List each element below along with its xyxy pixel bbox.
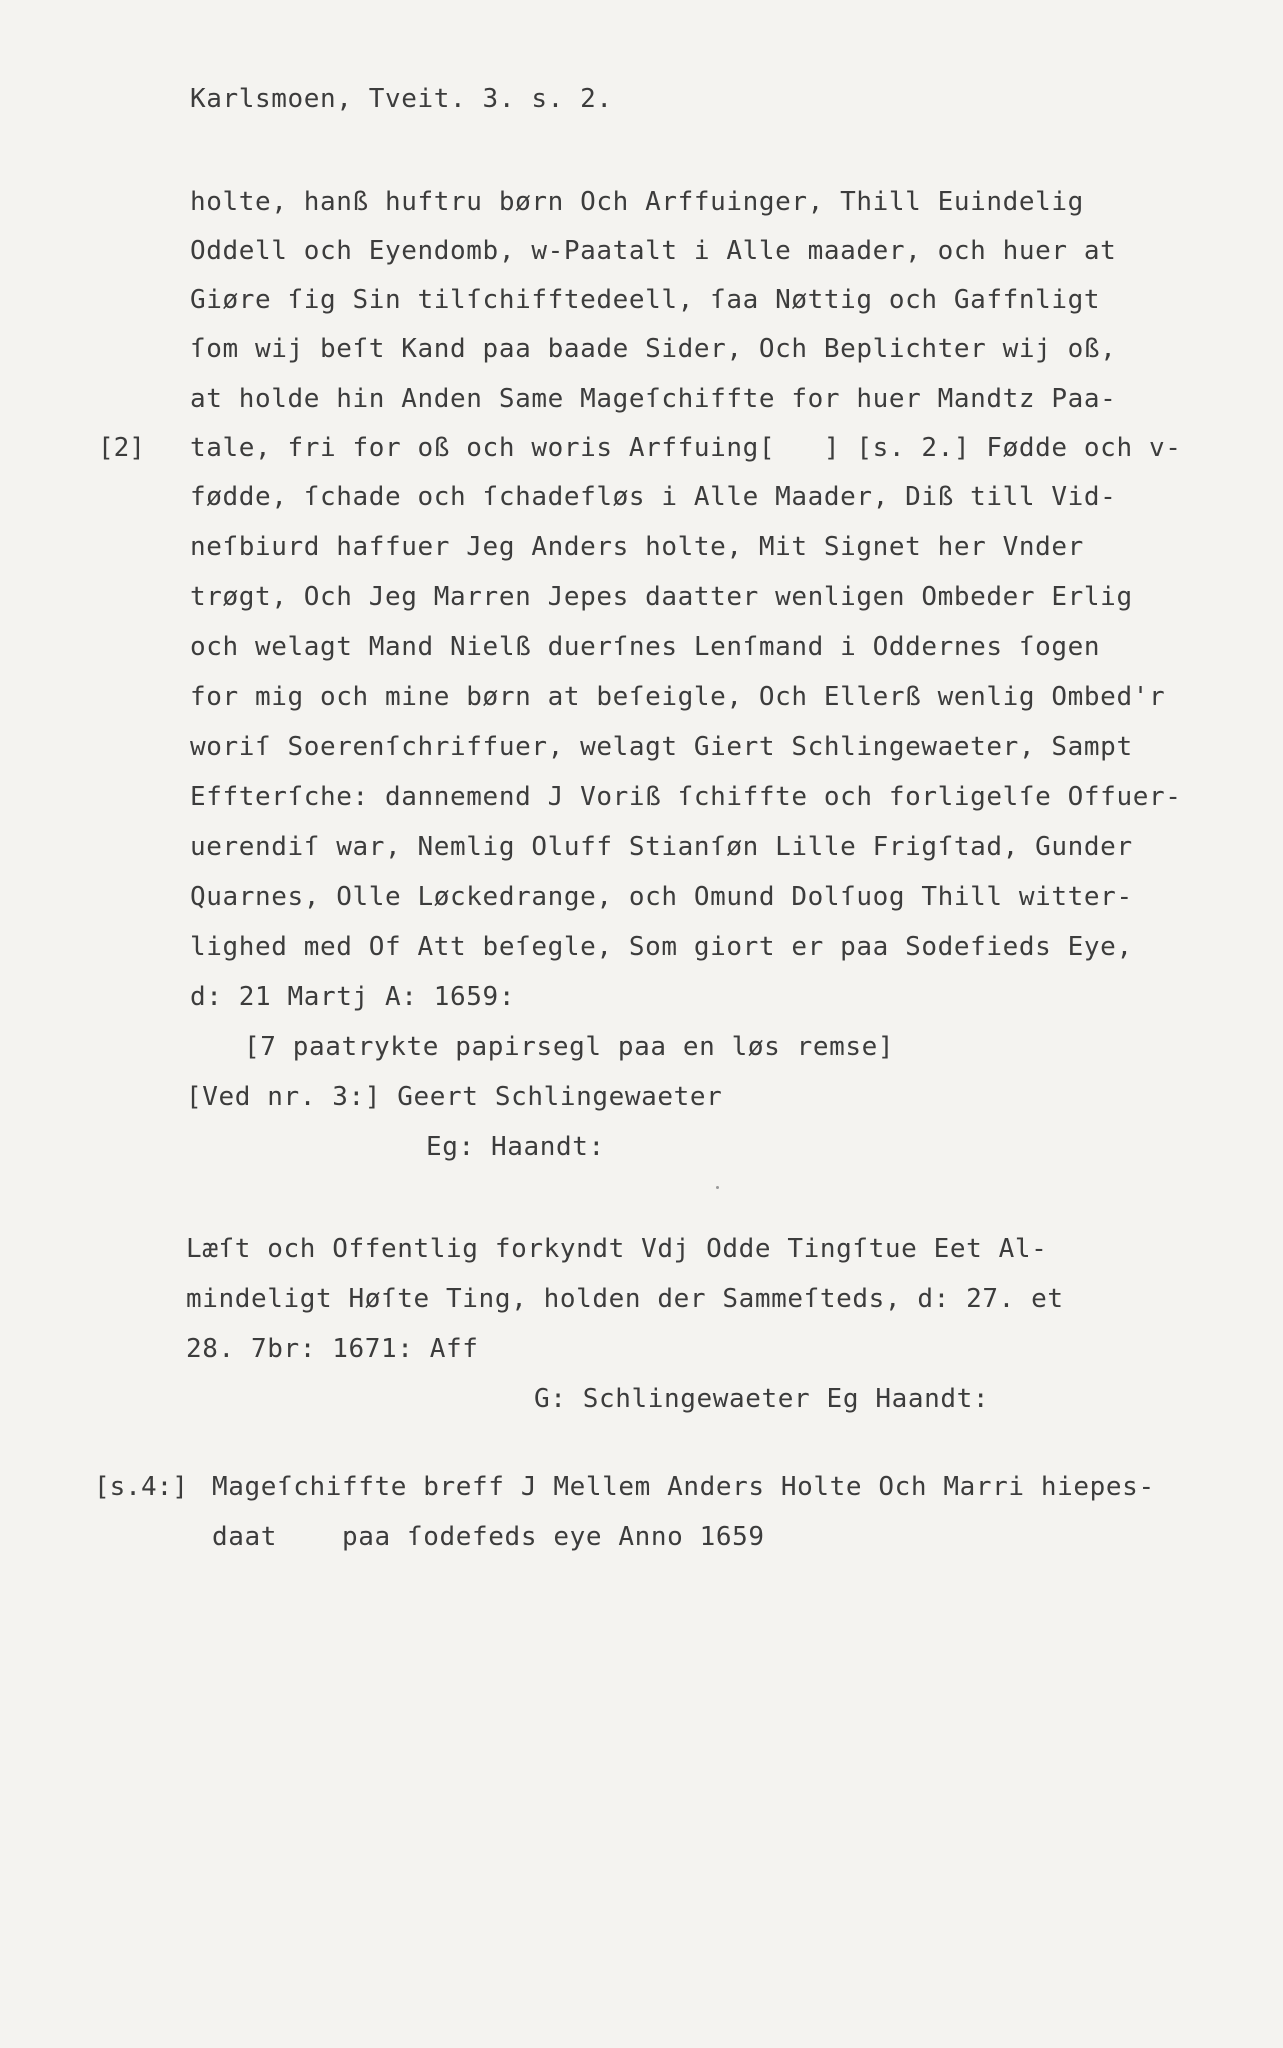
body-line: at holde hin Anden Same Mageſchiffte for huer Mandtz Paa- <box>190 384 1117 414</box>
page-header: Karlsmoen, Tveit. 3. s. 2. <box>190 84 613 114</box>
read-line: mindeligt Høſte Ting, holden der Sammeſteds, d: 27. et <box>186 1284 1064 1314</box>
ink-speck <box>716 1186 719 1189</box>
body-line: lighed med Of Att beſegle, Som giort er paa Sodefieds Eye, <box>190 932 1133 962</box>
body-line: tale, fri for oß och woris Arffuing[ ] [s. 2.] Fødde och v- <box>190 433 1182 463</box>
margin-note: [2] <box>98 433 145 463</box>
signature-line: G: Schlingewaeter Eg Haandt: <box>534 1384 990 1414</box>
body-line: d: 21 Martj A: 1659: <box>190 982 516 1012</box>
body-line: for mig och mine børn at beſeigle, Och Ellerß wenlig Ombed'r <box>190 682 1166 712</box>
body-line: Effterſche: dannemend J Voriß ſchiffte och forligelſe Offuer- <box>190 782 1182 812</box>
body-line: fødde, ſchade och ſchadefløs i Alle Maader, Diß till Vid- <box>190 482 1117 512</box>
body-line: ſom wij beſt Kand paa baade Sider, Och Beplichter wij oß, <box>190 334 1117 364</box>
read-line: 28. 7br: 1671: Aff <box>186 1334 479 1364</box>
body-line: holte, hanß huftru børn Och Arffuinger, Thill Euindelig <box>190 187 1084 217</box>
endorsement-line: daat paa ſodefeds eye Anno 1659 <box>212 1522 765 1552</box>
endorsement-line: Mageſchiffte breff J Mellem Anders Holte Och Marri hiepes- <box>212 1472 1155 1502</box>
body-line: woriſ Soerenſchriffuer, welagt Giert Schlingewaeter, Sampt <box>190 732 1133 762</box>
eg-haandt: Eg: Haandt: <box>426 1132 605 1162</box>
body-line: neſbiurd haffuer Jeg Anders holte, Mit Signet her Vnder <box>190 532 1084 562</box>
body-line: och welagt Mand Nielß duerſnes Lenſmand i Oddernes ſogen <box>190 632 1101 662</box>
body-line: trøgt, Och Jeg Marren Jepes daatter wenligen Ombeder Erlig <box>190 582 1133 612</box>
body-line: Quarnes, Olle Løckedrange, och Omund Dolſuog Thill witter- <box>190 882 1133 912</box>
ved-line: [Ved nr. 3:] Geert Schlingewaeter <box>186 1082 723 1112</box>
seal-note: [7 paatrykte papirsegl paa en løs remse] <box>244 1032 895 1062</box>
margin-note: [s.4:] <box>94 1472 188 1502</box>
body-line: Giøre ſig Sin tilſchifftedeell, ſaa Nøttig och Gaffnligt <box>190 285 1101 315</box>
body-line: uerendiſ war, Nemlig Oluff Stianſøn Lille Frigſtad, Gunder <box>190 832 1133 862</box>
read-line: Læſt och Offentlig forkyndt Vdj Odde Tingſtue Eet Al- <box>186 1234 1048 1264</box>
body-line: Oddell och Eyendomb, w-Paatalt i Alle maader, och huer at <box>190 236 1117 266</box>
